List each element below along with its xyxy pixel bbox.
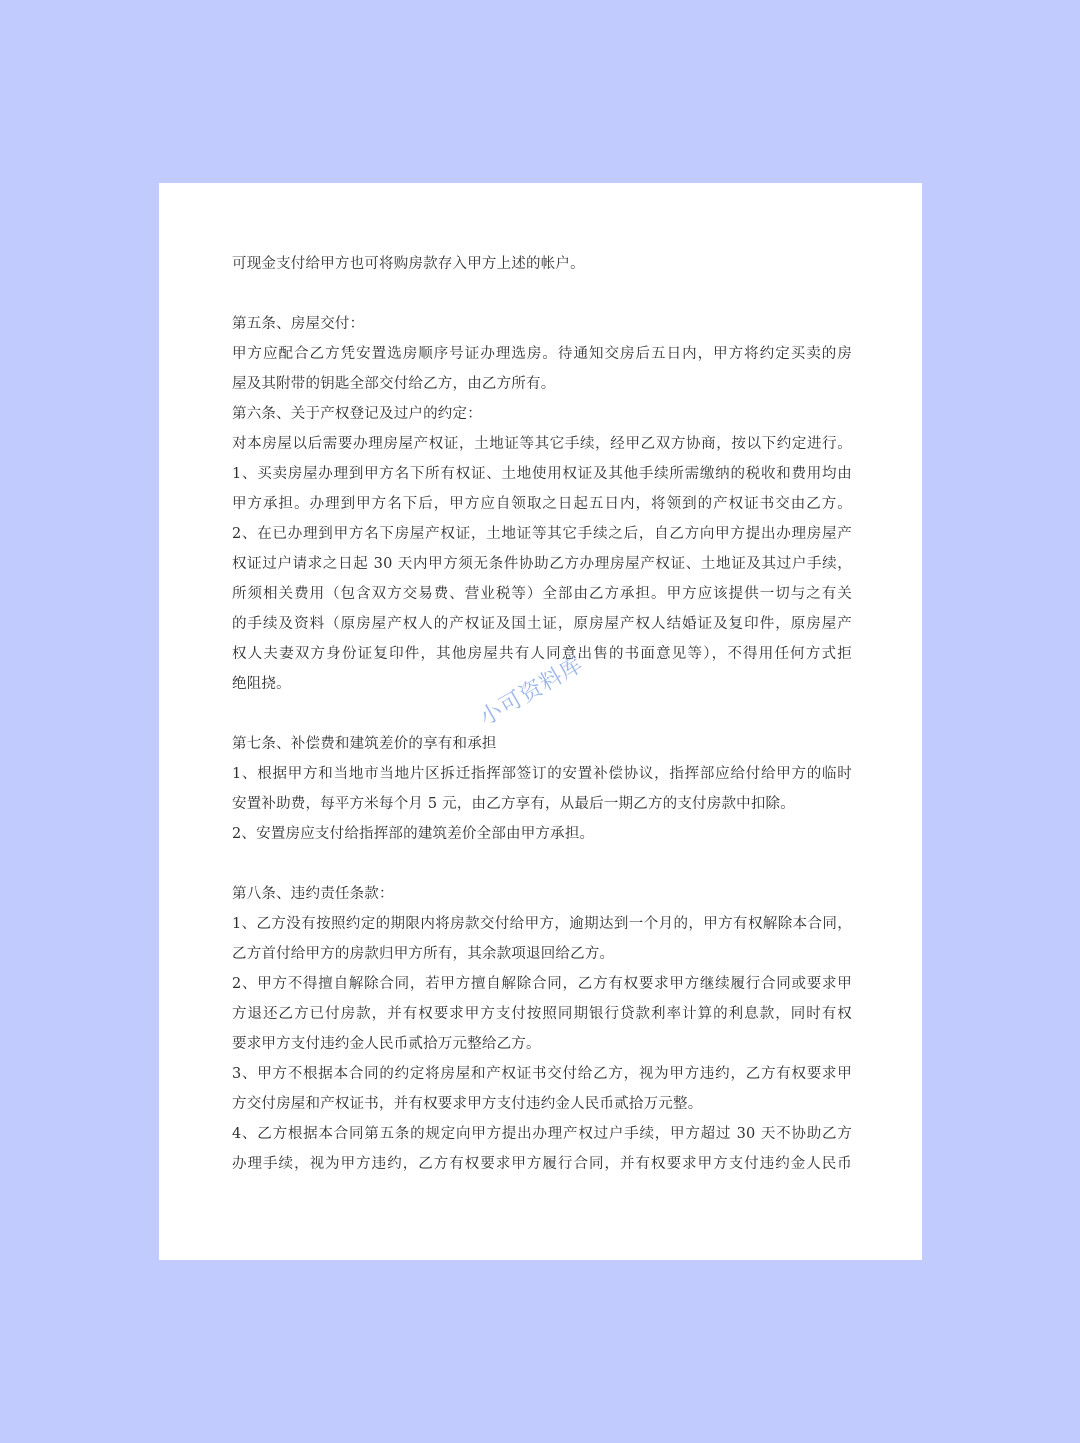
text-line: 权人夫妻双方身份证复印件，其他房屋共有人同意出售的书面意见等），不得用任何方式拒	[232, 646, 852, 662]
text-line: 对本房屋以后需要办理房屋产权证，土地证等其它手续，经甲乙双方协商，按以下约定进行。	[232, 436, 852, 452]
paragraph-spacer	[232, 279, 852, 309]
text-line: 第七条、补偿费和建筑差价的享有和承担	[232, 736, 497, 752]
text-line: 的手续及资料（原房屋产权人的产权证及国土证，原房屋产权人结婚证及复印件，原房屋产	[232, 616, 852, 632]
text-line: 所须相关费用（包含双方交易费、营业税等）全部由乙方承担。甲方应该提供一切与之有关	[232, 586, 852, 602]
text-line: 第八条、违约责任条款：	[232, 886, 394, 902]
text-line: 2、甲方不得擅自解除合同，若甲方擅自解除合同，乙方有权要求甲方继续履行合同或要求甲	[232, 976, 852, 992]
text-line: 要求甲方支付违约金人民币贰拾万元整给乙方。	[232, 1036, 541, 1052]
text-line: 办理手续，视为甲方违约，乙方有权要求甲方履行合同，并有权要求甲方支付违约金人民币	[232, 1156, 852, 1172]
text-line: 权证过户请求之日起 30 天内甲方须无条件协助乙方办理房屋产权证、土地证及其过户手续，	[232, 556, 852, 572]
watermark: 小可资料库	[475, 651, 588, 732]
text-line: 第六条、关于产权登记及过户的约定：	[232, 406, 482, 422]
text-line: 4、乙方根据本合同第五条的规定向甲方提出办理产权过户手续，甲方超过 30 天不协助乙方	[232, 1126, 852, 1142]
text-line: 安置补助费，每平方米每个月 5 元，由乙方享有，从最后一期乙方的支付房款中扣除。	[232, 796, 795, 812]
text-line: 1、根据甲方和当地市当地片区拆迁指挥部签订的安置补偿协议，指挥部应给付给甲方的临时	[232, 766, 852, 782]
text-line: 乙方首付给甲方的房款归甲方所有，其余款项退回给乙方。	[232, 946, 615, 962]
text-line: 方交付房屋和产权证书，并有权要求甲方支付违约金人民币贰拾万元整。	[232, 1096, 703, 1112]
text-line: 屋及其附带的钥匙全部交付给乙方，由乙方所有。	[232, 376, 556, 392]
text-line: 第五条、房屋交付：	[232, 316, 365, 332]
text-line: 绝阻挠。	[232, 676, 291, 692]
text-line: 可现金支付给甲方也可将购房款存入甲方上述的帐户。	[232, 256, 585, 272]
paragraph-spacer	[232, 699, 852, 729]
text-line: 方退还乙方已付房款，并有权要求甲方支付按照同期银行贷款利率计算的利息款，同时有权	[232, 1006, 852, 1022]
contract-text	[232, 249, 852, 1179]
text-line: 1、乙方没有按照约定的期限内将房款交付给甲方，逾期达到一个月的，甲方有权解除本合同，	[232, 916, 852, 932]
document-page	[159, 183, 922, 1260]
text-line: 1、买卖房屋办理到甲方名下所有权证、土地使用权证及其他手续所需缴纳的税收和费用均由	[232, 466, 852, 482]
text-line: 2、在已办理到甲方名下房屋产权证，土地证等其它手续之后，自乙方向甲方提出办理房屋产	[232, 526, 852, 542]
text-line: 甲方承担。办理到甲方名下后，甲方应自领取之日起五日内，将领到的产权证书交由乙方。	[232, 496, 852, 512]
paragraph-spacer	[232, 849, 852, 879]
text-line: 2、安置房应支付给指挥部的建筑差价全部由甲方承担。	[232, 826, 595, 842]
text-line: 3、甲方不根据本合同的约定将房屋和产权证书交付给乙方，视为甲方违约，乙方有权要求甲	[232, 1066, 852, 1082]
text-line: 甲方应配合乙方凭安置选房顺序号证办理选房。待通知交房后五日内，甲方将约定买卖的房	[232, 346, 852, 362]
